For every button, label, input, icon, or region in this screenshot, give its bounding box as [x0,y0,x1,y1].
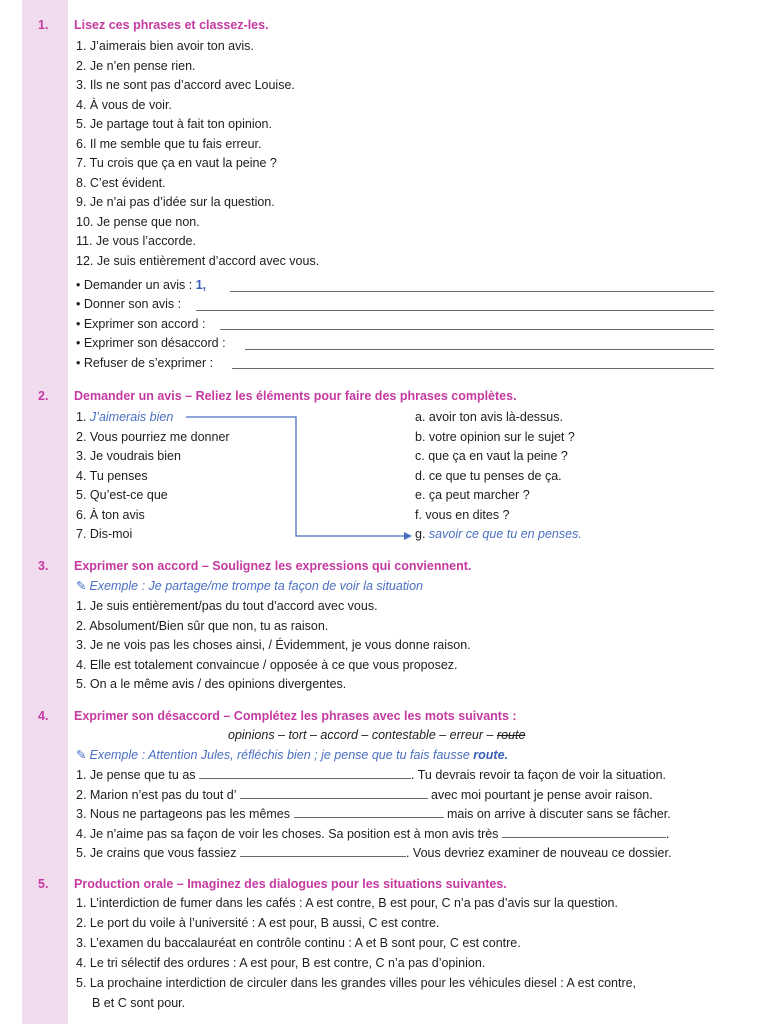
exercise-number: 1. [38,18,49,32]
answer-line[interactable] [220,329,714,330]
answer-blank[interactable] [199,768,411,779]
exercise-number: 5. [38,877,49,891]
item: 2. Absolument/Bien sûr que non, tu as raison. [76,618,329,633]
pencil-icon: ✎ [76,579,87,593]
exercise-title: Demander un avis – Reliez les éléments pour faire des phrases complètes. [74,389,517,403]
fill-sentence: 4. Je n’aime pas sa façon de voir les choses. Sa position est à mon avis très . [76,826,670,841]
category-label: • Exprimer son accord : [76,316,206,331]
sentence: 5. Je partage tout à fait ton opinion. [76,117,272,131]
example-line: ✎ Exemple : Attention Jules, réfléchis bien ; je pense que tu fais fausse route. [76,748,509,762]
item: 4. Elle est totalement convaincue / opposée à ce que vous proposez. [76,657,458,672]
sentence: 9. Je n’ai pas d’idée sur la question. [76,195,275,209]
right-item: f. vous en dites ? [415,507,510,522]
exercise-title: Exprimer son accord – Soulignez les expressions qui conviennent. [74,559,472,573]
sentence: 7. Tu crois que ça en vaut la peine ? [76,156,277,170]
word-bank: opinions – tort – accord – contestable – erreur – route [228,728,526,742]
sentence: 10. Je pense que non. [76,214,200,229]
sentence: 4. À vous de voir. [76,97,172,112]
sentence: 2. Je n’en pense rien. [76,58,196,73]
sentence: 3. Ils ne sont pas d’accord avec Louise. [76,78,295,92]
fill-sentence: 2. Marion n’est pas du tout d’ avec moi pourtant je pense avoir raison. [76,787,653,802]
exercise-number: 2. [38,389,49,403]
left-item: 2. Vous pourriez me donner [76,429,230,444]
category-label: • Exprimer son désaccord : [76,336,226,350]
example-answer: J’aimerais bien [89,410,174,424]
example-line: ✎ Exemple : Je partage/me trompe ta façon de voir la situation [76,579,423,593]
fill-sentence: 1. Je pense que tu as . Tu devrais revoir ta façon de voir la situation. [76,768,667,782]
item: 5. On a le même avis / des opinions divergentes. [76,677,347,691]
answer-line[interactable] [230,291,714,292]
item: 1. Je suis entièrement/pas du tout d’accord avec vous. [76,599,378,613]
exercise-title: Production orale – Imaginez des dialogues pour les situations suivantes. [74,877,507,891]
right-item: c. que ça en vaut la peine ? [415,449,568,463]
struck-word: route [496,728,526,742]
connector-arrow [0,389,768,559]
sentence: 1. J’aimerais bien avoir ton avis. [76,39,254,53]
right-item: b. votre opinion sur le sujet ? [415,429,575,444]
right-item: a. avoir ton avis là-dessus. [415,410,563,424]
sentence: 11. Je vous l’accorde. [76,234,196,248]
situation-continued: B et C sont pour. [92,996,186,1010]
fill-sentence: 3. Nous ne partageons pas les mêmes mais on arrive à discuter sans se fâcher. [76,807,671,821]
left-item: 3. Je voudrais bien [76,449,181,463]
answer-line[interactable] [245,349,714,350]
sentence: 6. Il me semble que tu fais erreur. [76,136,262,151]
answer-line[interactable] [196,310,714,311]
situation: 2. Le port du voile à l’université : A est pour, B aussi, C est contre. [76,916,440,930]
exercise-number: 3. [38,559,49,573]
exercise-title: Lisez ces phrases et classez-les. [74,18,269,32]
sentence: 8. C’est évident. [76,175,166,190]
exercise-title: Exprimer son désaccord – Complétez les phrases avec les mots suivants : [74,709,517,723]
category-label: • Demander un avis : 1, [76,278,207,292]
answer-blank[interactable] [240,846,406,857]
left-item: 1. J’aimerais bien [76,410,174,424]
answer-blank[interactable] [240,788,428,799]
situation: 4. Le tri sélectif des ordures : A est pour, B est contre, C n’a pas d’opinion. [76,956,486,970]
left-item: 7. Dis-moi [76,527,133,541]
answer-line[interactable] [232,368,714,369]
example-answer: route. [473,748,509,762]
category-label: • Refuser de s’exprimer : [76,355,214,370]
item: 3. Je ne vois pas les choses ainsi, / Évidemment, je vous donne raison. [76,638,471,652]
left-item: 6. À ton avis [76,507,145,522]
sentence: 12. Je suis entièrement d’accord avec vous. [76,253,320,268]
left-item: 5. Qu’est-ce que [76,488,168,502]
fill-sentence: 5. Je crains que vous fassiez . Vous devriez examiner de nouveau ce dossier. [76,846,672,860]
situation: 1. L’interdiction de fumer dans les cafés : A est contre, B est pour, C n’a pas d’avis sur la question. [76,896,618,910]
pencil-icon: ✎ [76,748,87,762]
situation: 5. La prochaine interdiction de circuler dans les grandes villes pour les véhicules diesel : A est contre, [76,976,637,990]
right-item: d. ce que tu penses de ça. [415,468,562,483]
situation: 3. L’examen du baccalauréat en contrôle continu : A et B sont pour, C est contre. [76,936,521,950]
right-item: e. ça peut marcher ? [415,488,530,502]
answer-blank[interactable] [502,827,666,838]
example-answer: savoir ce que tu en penses. [428,527,582,541]
answer-text: 1, [195,278,207,292]
category-label: • Donner son avis : [76,297,182,311]
left-item: 4. Tu penses [76,468,148,483]
answer-blank[interactable] [294,807,444,818]
exercise-number: 4. [38,709,49,723]
right-item: g. savoir ce que tu en penses. [415,527,582,541]
